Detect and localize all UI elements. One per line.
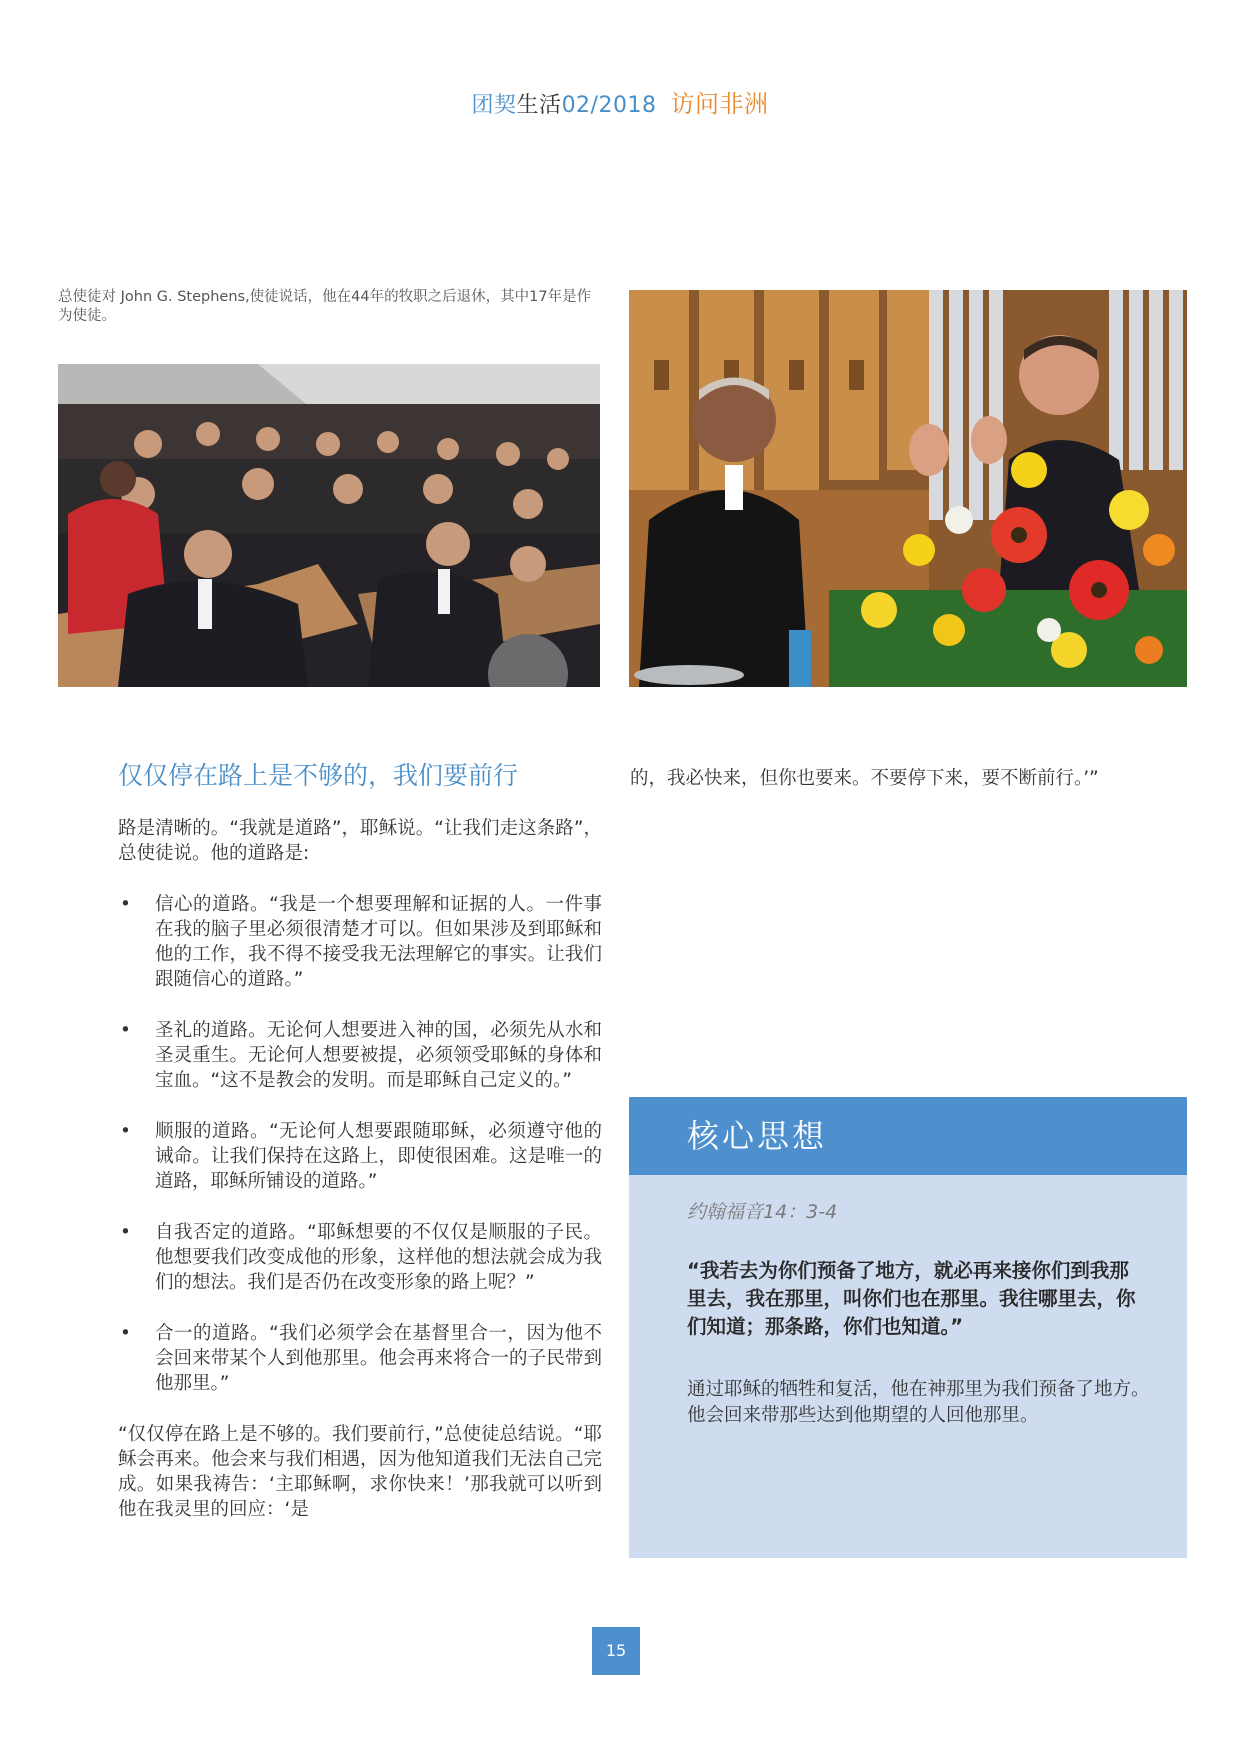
list-item bbox=[118, 1220, 602, 1295]
altar-photo bbox=[629, 290, 1187, 687]
bullet-icon: • bbox=[120, 1222, 131, 1243]
article-continuation: 的，我必快来，但你也要来。不要停下来，要不断前行。’” bbox=[630, 768, 1099, 789]
list-item-text: 顺服的道路。“无论何人想要跟随耶稣，必须遵守他的诫命。让我们保持在这路上，即使很困难。这是唯一的道路，耶稣所铺设的道路。” bbox=[155, 1121, 602, 1192]
list-item bbox=[118, 1018, 602, 1093]
scripture-reference: 约翰福音14：3-4 bbox=[687, 1201, 838, 1223]
congregation-photo bbox=[58, 364, 600, 687]
header-brand-part1: 团契 bbox=[471, 93, 517, 118]
bullet-icon: • bbox=[120, 1020, 131, 1041]
page-number: 15 bbox=[592, 1627, 640, 1675]
list-item-text: 信心的道路。“我是一个想要理解和证据的人。一件事在我的脑子里必须很清楚才可以。但如果涉及到耶稣和他的工作，我不得不接受我无法理解它的事实。让我们跟随信心的道路。” bbox=[155, 894, 602, 990]
bullet-icon: • bbox=[120, 1121, 131, 1142]
scripture-quote: “我若去为你们预备了地方，就必再来接你们到我那里去，我在那里，叫你们也在那里。我往哪里去，你们知道；那条路，你们也知道。” bbox=[687, 1259, 1136, 1338]
photo-caption: 总使徒对 John G. Stephens,使徒说话，他在44年的牧职之后退休，其中17年是作为使徒。 bbox=[58, 289, 592, 324]
list-item-text: 自我否定的道路。“耶稣想要的不仅仅是顺服的子民。他想要我们改变成他的形象，这样他的想法就会成为我们的想法。我们是否仍在改变形象的路上呢？” bbox=[155, 1222, 602, 1293]
list-item bbox=[118, 892, 602, 992]
header-issue: 02/2018 bbox=[561, 93, 657, 118]
list-item-text: 圣礼的道路。无论何人想要进入神的国，必须先从水和圣灵重生。无论何人想要被提，必须领受耶稣的身体和宝血。“这不是教会的发明。而是耶稣自己定义的。” bbox=[155, 1020, 602, 1091]
article-heading: 仅仅停在路上是不够的，我们要前行 bbox=[118, 761, 519, 790]
list-item-text: 合一的道路。“我们必须学会在基督里合一，因为他不会回来带某个人到他那里。他会再来将合一的子民带到他那里。” bbox=[155, 1323, 602, 1394]
bullet-icon: • bbox=[120, 1323, 131, 1344]
header-section: 访问非洲 bbox=[670, 90, 769, 118]
intro-paragraph: 路是清晰的。“我就是道路”，耶稣说。“让我们走这条路”，总使徒说。他的道路是: bbox=[118, 818, 602, 864]
magazine-header bbox=[0, 84, 1240, 119]
list-item bbox=[118, 1321, 602, 1396]
header-brand-part2: 生活 bbox=[516, 93, 562, 118]
core-thought-title: 核心思想 bbox=[629, 1097, 1187, 1175]
closing-paragraph: “仅仅停在路上是不够的。我们要前行，”总使徒总结说。“耶稣会再来。他会来与我们相遇，因为他知道我们无法自己完成。如果我祷告：‘主耶稣啊，求你快来！’那我就可以听到他在我灵里的回应：‘是 bbox=[118, 1424, 602, 1520]
core-thought-note: 通过耶稣的牺牲和复活，他在神那里为我们预备了地方。他会回来带那些达到他期望的人回他那里。 bbox=[687, 1379, 1150, 1426]
list-item bbox=[118, 1119, 602, 1194]
bullet-icon: • bbox=[120, 894, 131, 915]
core-thought-box bbox=[629, 1097, 1187, 1558]
ways-list bbox=[118, 892, 602, 1396]
article-body-left bbox=[118, 816, 602, 1548]
